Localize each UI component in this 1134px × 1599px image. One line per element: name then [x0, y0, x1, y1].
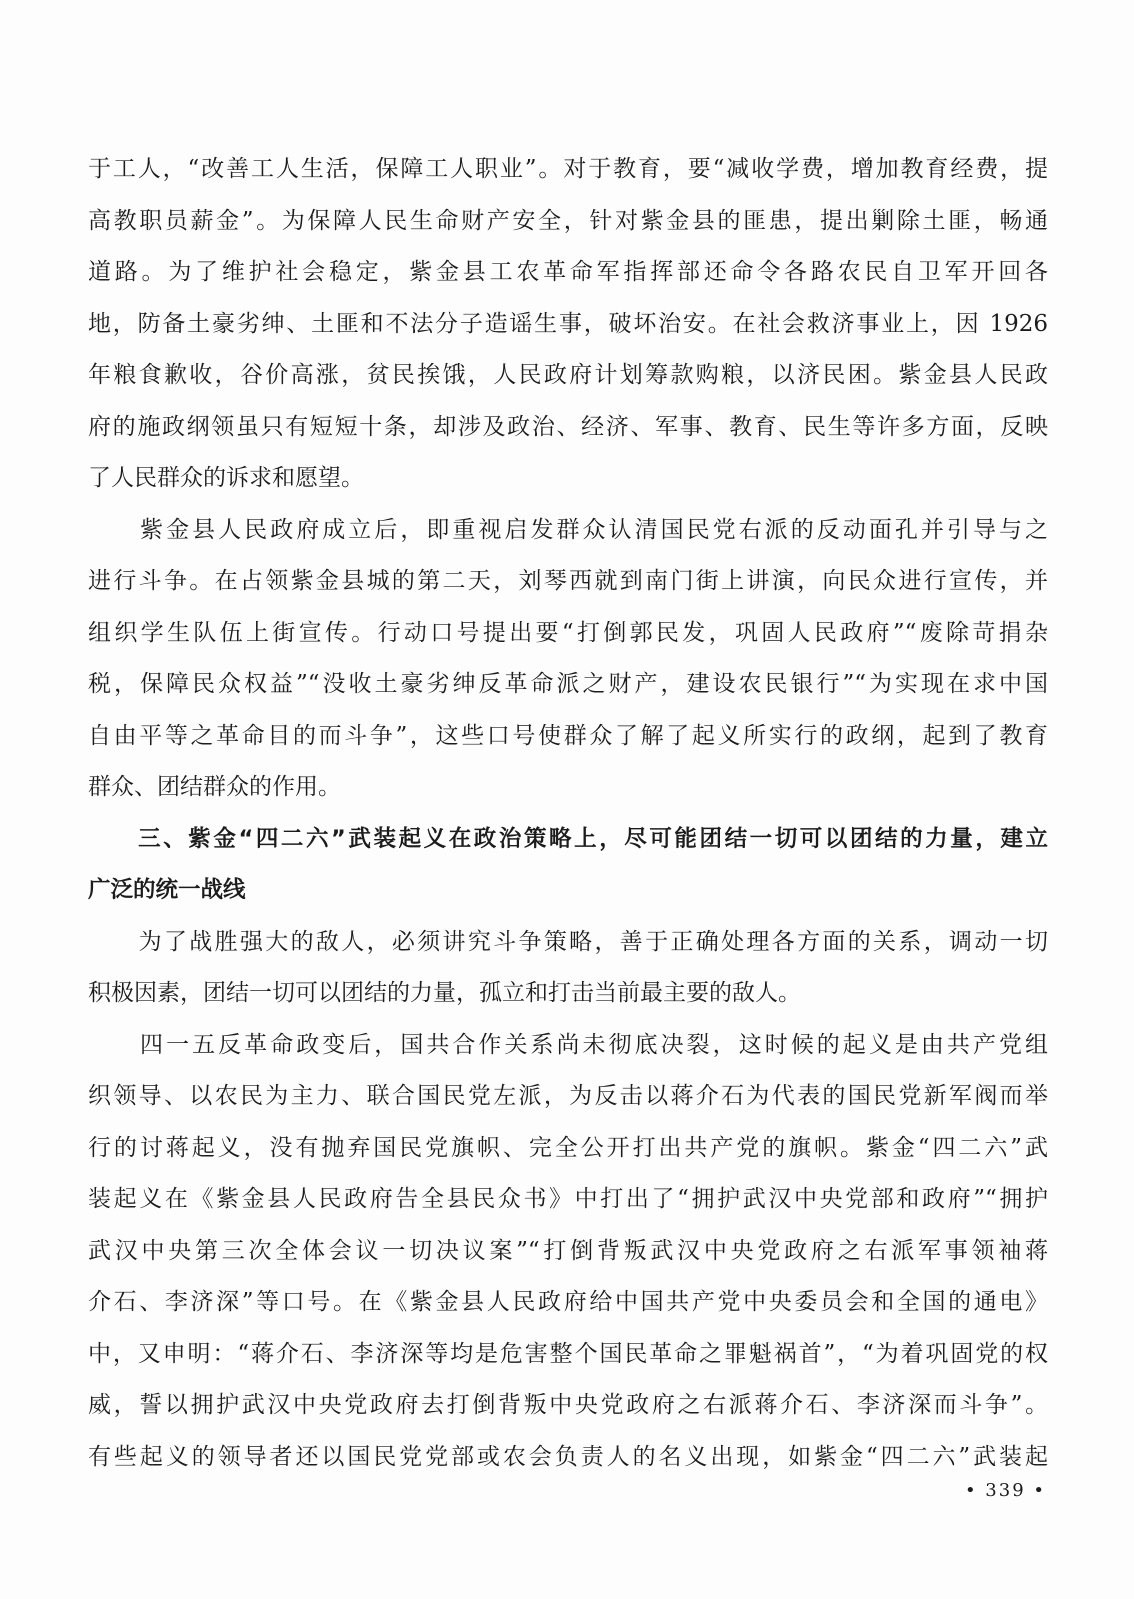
- text-line: 进行斗争。在占领紫金县城的第二天，刘琴西就到南门街上讲演，向民众进行宣传，并: [88, 568, 1048, 594]
- text-line: 有些起义的领导者还以国民党党部或农会负责人的名义出现，如紫金“四二六”武装起: [88, 1443, 1048, 1470]
- text-line: 织领导、以农民为主力、联合国民党左派，为反击以蒋介石为代表的国民党新军阀而举: [88, 1083, 1048, 1109]
- section-heading-line: 三、紫金“四二六”武装起义在政治策略上，尽可能团结一切可以团结的力量，建立: [88, 825, 1048, 852]
- text-line: 介石、李济深”等口号。在《紫金县人民政府给中国共产党中央委员会和全国的通电》: [88, 1289, 1048, 1315]
- text-line: 四一五反革命政变后，国共合作关系尚未彻底决裂，这时候的起义是由共产党组: [88, 1031, 1048, 1058]
- text-line: 了人民群众的诉求和愿望。: [88, 465, 364, 491]
- text-line: 中，又申明：“蒋介石、李济深等均是危害整个国民革命之罪魁祸首”，“为着巩固党的权: [88, 1340, 1048, 1367]
- text-line: 地，防备土豪劣绅、土匪和不法分子造谣生事，破坏治安。在社会救济事业上，因 1926: [88, 310, 1048, 337]
- text-line: 高教职员薪金”。为保障人民生命财产安全，针对紫金县的匪患，提出剿除土匪，畅通: [88, 207, 1048, 234]
- text-line: 威，誓以拥护武汉中央党政府去打倒背叛中央党政府之右派蒋介石、李济深而斗争”。: [88, 1392, 1048, 1418]
- text-line: 于工人，“改善工人生活，保障工人职业”。对于教育，要“减收学费，增加教育经费，提: [88, 156, 1048, 182]
- text-line: 为了战胜强大的敌人，必须讲究斗争策略，善于正确处理各方面的关系，调动一切: [88, 928, 1048, 955]
- text-line: 税，保障民众权益”“没收土豪劣绅反革命派之财产，建设农民银行”“为实现在求中国: [88, 671, 1048, 697]
- text-line: 道路。为了维护社会稳定，紫金县工农革命军指挥部还命令各路农民自卫军开回各: [88, 259, 1048, 285]
- text-line: 装起义在《紫金县人民政府告全县民众书》中打出了“拥护武汉中央党部和政府”“拥护: [88, 1186, 1048, 1212]
- text-line: 武汉中央第三次全体会议一切决议案”“打倒背叛武汉中央党政府之右派军事领袖蒋: [88, 1237, 1048, 1264]
- body-text: [88, 144, 1048, 1483]
- text-line: 行的讨蒋起义，没有抛弃国民党旗帜、完全公开打出共产党的旗帜。紫金“四二六”武: [88, 1134, 1048, 1161]
- text-line: 群众、团结群众的作用。: [88, 774, 341, 800]
- text-line: 年粮食歉收，谷价高涨，贫民挨饿，人民政府计划筹款购粮，以济民困。紫金县人民政: [88, 362, 1048, 388]
- text-line: 府的施政纲领虽只有短短十条，却涉及政治、经济、军事、教育、民生等许多方面，反映: [88, 413, 1048, 440]
- text-line: 积极因素，团结一切可以团结的力量，孤立和打击当前最主要的敌人。: [88, 980, 801, 1006]
- text-line: 自由平等之革命目的而斗争”，这些口号使群众了解了起义所实行的政纲，起到了教育: [88, 722, 1048, 749]
- section-heading-line: 广泛的统一战线: [88, 877, 246, 903]
- page-number: • 339 •: [964, 1480, 1046, 1501]
- text-line: 紫金县人民政府成立后，即重视启发群众认清国民党右派的反动面孔并引导与之: [88, 516, 1048, 543]
- text-line: 组织学生队伍上街宣传。行动口号提出要“打倒郭民发，巩固人民政府”“废除苛捐杂: [88, 619, 1048, 646]
